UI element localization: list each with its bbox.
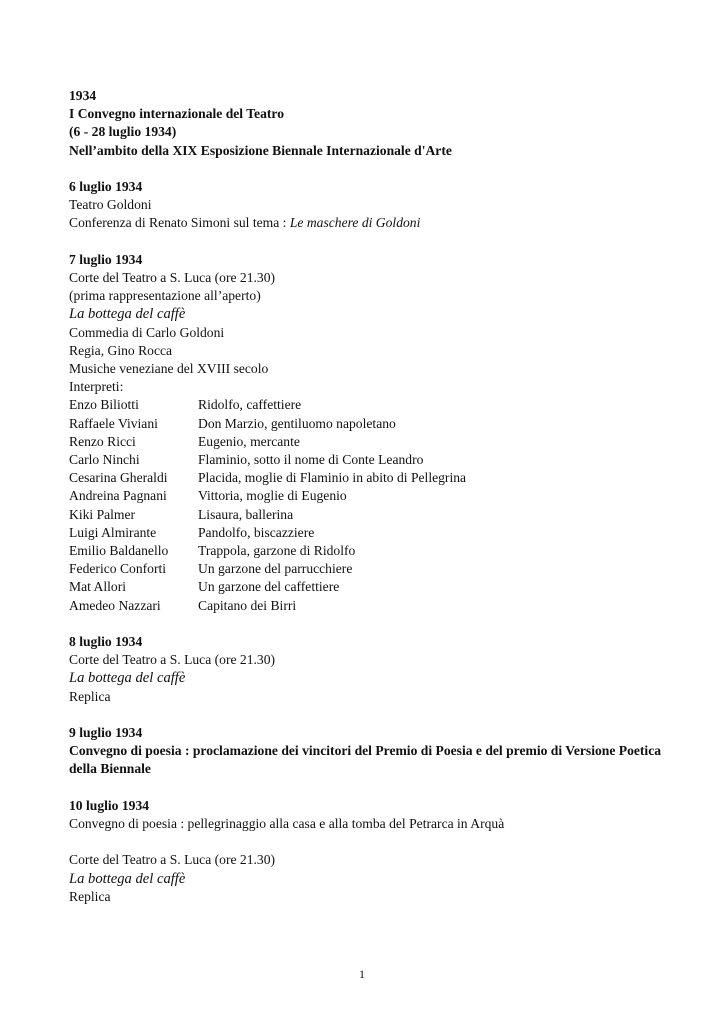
day9-date: 9 luglio 1934 [69,725,143,741]
day6-talk-title: Le maschere di Goldoni [289,215,421,231]
day8-date: 8 luglio 1934 [69,634,143,650]
header-dates: (6 - 28 luglio 1934) [69,124,177,140]
cast-role: Eugenio, mercante [198,433,300,449]
spacer [69,160,689,178]
cast-row [69,415,689,433]
cast-actor: Andreina Pagnani [69,488,167,504]
cast-row [69,524,689,542]
cast-actor: Cesarina Gheraldi [69,470,168,486]
cast-role: Un garzone del caffettiere [198,579,340,595]
cast-row [69,451,689,469]
header-context: Nell’ambito della XIX Esposizione Biennale Internazionale d'Arte [69,142,452,158]
cast-row [69,560,689,578]
spacer [69,833,689,851]
cast-row [69,487,689,505]
cast-row [69,542,689,560]
cast-actor: Kiki Palmer [69,506,136,522]
day8-note: Replica [69,688,111,704]
cast-role: Lisaura, ballerina [198,506,294,522]
day6-talk [69,214,689,232]
cast-row [69,578,689,596]
day7-play-title: La bottega del caffè [69,306,186,323]
header-year: 1934 [69,88,97,103]
cast-actor: Renzo Ricci [69,433,136,449]
cast-role: Capitano dei Birri [198,597,297,613]
cast-role: Don Marzio, gentiluomo napoletano [198,415,396,431]
cast-role: Vittoria, moglie di Eugenio [198,488,347,504]
cast-role: Trappola, garzone di Ridolfo [198,543,356,559]
day7-director: Regia, Gino Rocca [69,342,173,358]
cast-row [69,597,689,615]
spacer [69,615,689,633]
day7-note: (prima rappresentazione all’aperto) [69,288,261,304]
cast-actor: Carlo Ninchi [69,452,140,468]
cast-role: Pandolfo, biscazziere [198,524,315,540]
cast-role: Flaminio, sotto il nome di Conte Leandro [198,452,424,468]
cast-actor: Luigi Almirante [69,524,157,540]
cast-row [69,506,689,524]
day7-cast-label: Interpreti: [69,379,124,395]
cast-actor: Emilio Baldanello [69,543,169,559]
day10-play-title: La bottega del caffè [69,870,186,887]
page-number: 1 [359,967,365,981]
day10-date: 10 luglio 1934 [69,797,150,813]
day10-venue: Corte del Teatro a S. Luca (ore 21.30) [69,852,276,868]
day6-venue: Teatro Goldoni [69,197,152,213]
day8-venue: Corte del Teatro a S. Luca (ore 21.30) [69,652,276,668]
day7-author: Commedia di Carlo Goldoni [69,324,225,340]
cast-actor: Enzo Biliotti [69,397,139,413]
cast-actor: Federico Conforti [69,561,167,577]
cast-role: Placida, moglie di Flaminio in abito di Pellegrina [198,470,467,486]
cast-row [69,433,689,451]
spacer [69,779,689,797]
cast-role: Un garzone del parrucchiere [198,561,353,577]
document-body [69,87,689,906]
cast-actor: Mat Allori [69,579,127,595]
day10-note: Replica [69,888,111,904]
day6-talk-prefix: Conferenza di Renato Simoni sul tema : [69,215,290,231]
cast-actor: Raffaele Viviani [69,415,158,431]
day10-event: Convegno di poesia : pellegrinaggio alla casa e alla tomba del Petrarca in Arquà [69,816,505,832]
day7-music: Musiche veneziane del XVIII secolo [69,361,269,377]
spacer [69,706,689,724]
cast-row [69,469,689,487]
day7-venue: Corte del Teatro a S. Luca (ore 21.30) [69,270,276,285]
cast-actor: Amedeo Nazzari [69,597,161,613]
day7-date: 7 luglio 1934 [69,251,143,267]
day8-play-title: La bottega del caffè [69,670,186,687]
cast-role: Ridolfo, caffettiere [198,397,302,413]
day9-event: Convegno di poesia : proclamazione dei vincitori del Premio di Poesia e del premio di Versione Poetica della Biennale [69,743,662,777]
cast-row [69,396,689,414]
header-title: I Convegno internazionale del Teatro [69,106,284,122]
spacer [69,233,689,251]
day6-date: 6 luglio 1934 [69,179,143,194]
